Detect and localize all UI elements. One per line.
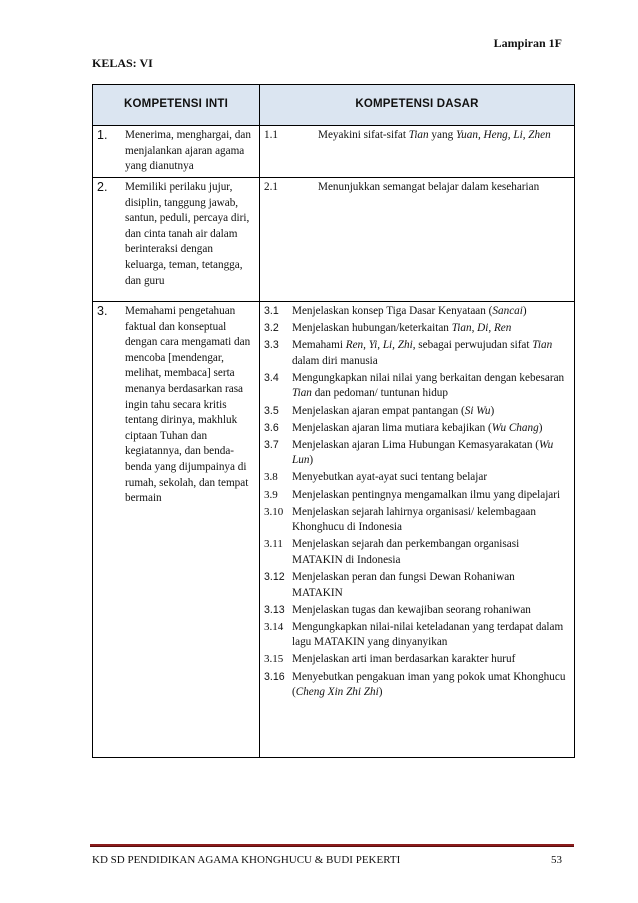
kd-text: Menjelaskan hubungan/keterkaitan [292, 322, 452, 335]
kd-text-italic: Tian [408, 129, 429, 141]
kd-text: , sebagai perwujudan sifat [412, 339, 533, 352]
kd-text-italic: Tian [532, 339, 553, 352]
list-item [264, 470, 568, 486]
kd-text-italic: Tian, Di, Ren [451, 322, 512, 335]
page-number: 53 [551, 854, 562, 866]
kd-text: Menyebutkan pengakuan iman yang pokok umat Khonghucu ( [292, 670, 566, 699]
kd-text: Mengungkapkan nilai nilai yang berkaitan dengan kebesaran [292, 371, 565, 384]
table-header-row [93, 85, 575, 126]
list-item [264, 404, 568, 420]
kd-code: 3.16 [264, 670, 285, 683]
list-item [264, 321, 568, 337]
class-label: KELAS: VI [92, 56, 153, 70]
ki-cell [93, 178, 260, 302]
kd-text: ) [309, 454, 314, 467]
list-item [264, 338, 568, 369]
ki-text: Menerima, menghargai, dan menjalankan ajaran agama yang dianutnya [125, 129, 251, 173]
footer-divider [90, 844, 574, 847]
kd-code: 3.11 [264, 538, 283, 551]
list-item [264, 505, 568, 536]
kd-text: Menjelaskan peran dan fungsi Dewan Rohaniwan MATAKIN [292, 571, 515, 599]
kd-text: Memahami [292, 339, 346, 352]
list-item [264, 304, 568, 320]
kd-code: 3.9 [264, 488, 278, 501]
list-item [264, 570, 568, 601]
kd-code: 3.7 [264, 438, 279, 451]
kd-text-lead: Meyakini sifat-sifat [318, 129, 409, 141]
ki-cell [93, 126, 260, 178]
kd-text-italic: Wu Chang [491, 421, 539, 434]
header-kompetensi-dasar: KOMPETENSI DASAR [260, 85, 575, 126]
kd-code: 3.8 [264, 471, 278, 484]
list-item [264, 652, 568, 668]
kd-text: Menjelaskan arti iman berdasarkan karakter huruf [292, 653, 516, 666]
kd-code: 1.1 [264, 129, 278, 141]
kd-code: 3.15 [264, 653, 284, 666]
list-item [264, 537, 568, 568]
header-kompetensi-inti: KOMPETENSI INTI [93, 85, 260, 126]
kd-text: Menjelaskan ajaran Lima Hubungan Kemasyarakatan ( [292, 438, 539, 451]
kd-text: Menjelaskan tugas dan kewajiban seorang rohaniwan [292, 603, 531, 616]
kd-text: dalam diri manusia [292, 354, 378, 367]
list-item [264, 438, 568, 469]
kd-text-italic: Yuan, Heng, Li, Zhen [455, 129, 551, 141]
kd-code: 3.1 [264, 305, 279, 317]
kd-code: 3.3 [264, 339, 279, 352]
kd-text: Menunjukkan semangat belajar dalam keseharian [318, 181, 540, 193]
kd-text-italic: Si Wu [464, 404, 491, 417]
footer-title: KD SD PENDIDIKAN AGAMA KHONGHUCU & BUDI PEKERTI [92, 854, 401, 866]
list-item [264, 421, 568, 437]
kd-code: 3.10 [264, 505, 284, 518]
ki-text: Memiliki perilaku jujur, disiplin, tanggung jawab, santun, peduli, percaya diri, dan cinta tanah air dalam berinteraksi dengan keluarga, teman, tetangga, dan guru [125, 181, 250, 287]
list-item [264, 488, 568, 504]
kd-text: Menjelaskan ajaran lima mutiara kebajikan ( [292, 421, 492, 434]
kd-code: 3.12 [264, 571, 285, 583]
ki-text: Memahami pengetahuan faktual dan konseptual dengan cara mengamati dan mencoba [mendengar, melihat, membaca] serta menanya berdasarkan rasa ingin tahu secara kritis tentang dirinya, makhluk ciptaan Tuhan dan kegiatannya, dan benda-benda yang dijumpainya di rumah, sekolah, dan tempat bermain [125, 305, 251, 505]
table-row [93, 126, 575, 178]
ki-number: 3. [97, 304, 108, 318]
kd-text: Menjelaskan ajaran empat pantangan ( [292, 404, 465, 417]
competency-table [92, 84, 575, 758]
kd-text-italic: Ren, Yi, Li, Zhi [345, 339, 413, 352]
kd-text-italic: Cheng Xin Zhi Zhi [295, 686, 379, 699]
ki-number: 2. [97, 180, 108, 194]
list-item [264, 620, 568, 651]
kd-code: 3.4 [264, 371, 279, 384]
kd-text-mid: yang [428, 129, 456, 141]
table-row [93, 178, 575, 302]
kd-code: 3.14 [264, 620, 284, 633]
appendix-label: Lampiran 1F [493, 36, 562, 50]
kd-text: ) [522, 305, 527, 317]
kd-text: Menjelaskan sejarah lahirnya organisasi/ kelembagaan Khonghucu di Indonesia [292, 505, 536, 534]
kd-cell [260, 126, 575, 178]
kd-text: Menyebutkan ayat-ayat suci tentang belajar [292, 471, 488, 484]
kd-text: ) [538, 421, 543, 434]
kd-code: 3.6 [264, 421, 279, 434]
ki-number: 1. [97, 128, 108, 142]
kd-code: 3.13 [264, 603, 285, 616]
kd-cell [260, 302, 575, 758]
list-item [264, 670, 568, 701]
kd-code: 3.2 [264, 322, 279, 335]
kd-text-italic: Wu Lun [292, 438, 554, 467]
kd-text: Mengungkapkan nilai-nilai keteladanan yang terdapat dalam lagu MATAKIN yang dinyanyikan [292, 620, 564, 649]
kd-text: Menjelaskan konsep Tiga Dasar Kenyataan ( [292, 305, 493, 317]
kd-text: ) [490, 404, 495, 417]
kd-text: dan pedoman/ tuntunan hidup [311, 387, 448, 400]
kd-text: Menjelaskan pentingnya mengamalkan ilmu yang dipelajari [292, 488, 561, 501]
kd-text-italic: Tian [292, 387, 312, 400]
kd-cell [260, 178, 575, 302]
kd-text-italic: Sancai [492, 305, 523, 317]
list-item [264, 603, 568, 619]
kd-code: 3.5 [264, 404, 279, 417]
ki-cell [93, 302, 260, 758]
list-item [264, 371, 568, 402]
kd-list [264, 304, 568, 701]
kd-text: ) [378, 686, 383, 699]
kd-code: 2.1 [264, 181, 278, 193]
table-row [93, 302, 575, 758]
kd-text: Menjelaskan sejarah dan perkembangan organisasi MATAKIN di Indonesia [292, 538, 520, 566]
